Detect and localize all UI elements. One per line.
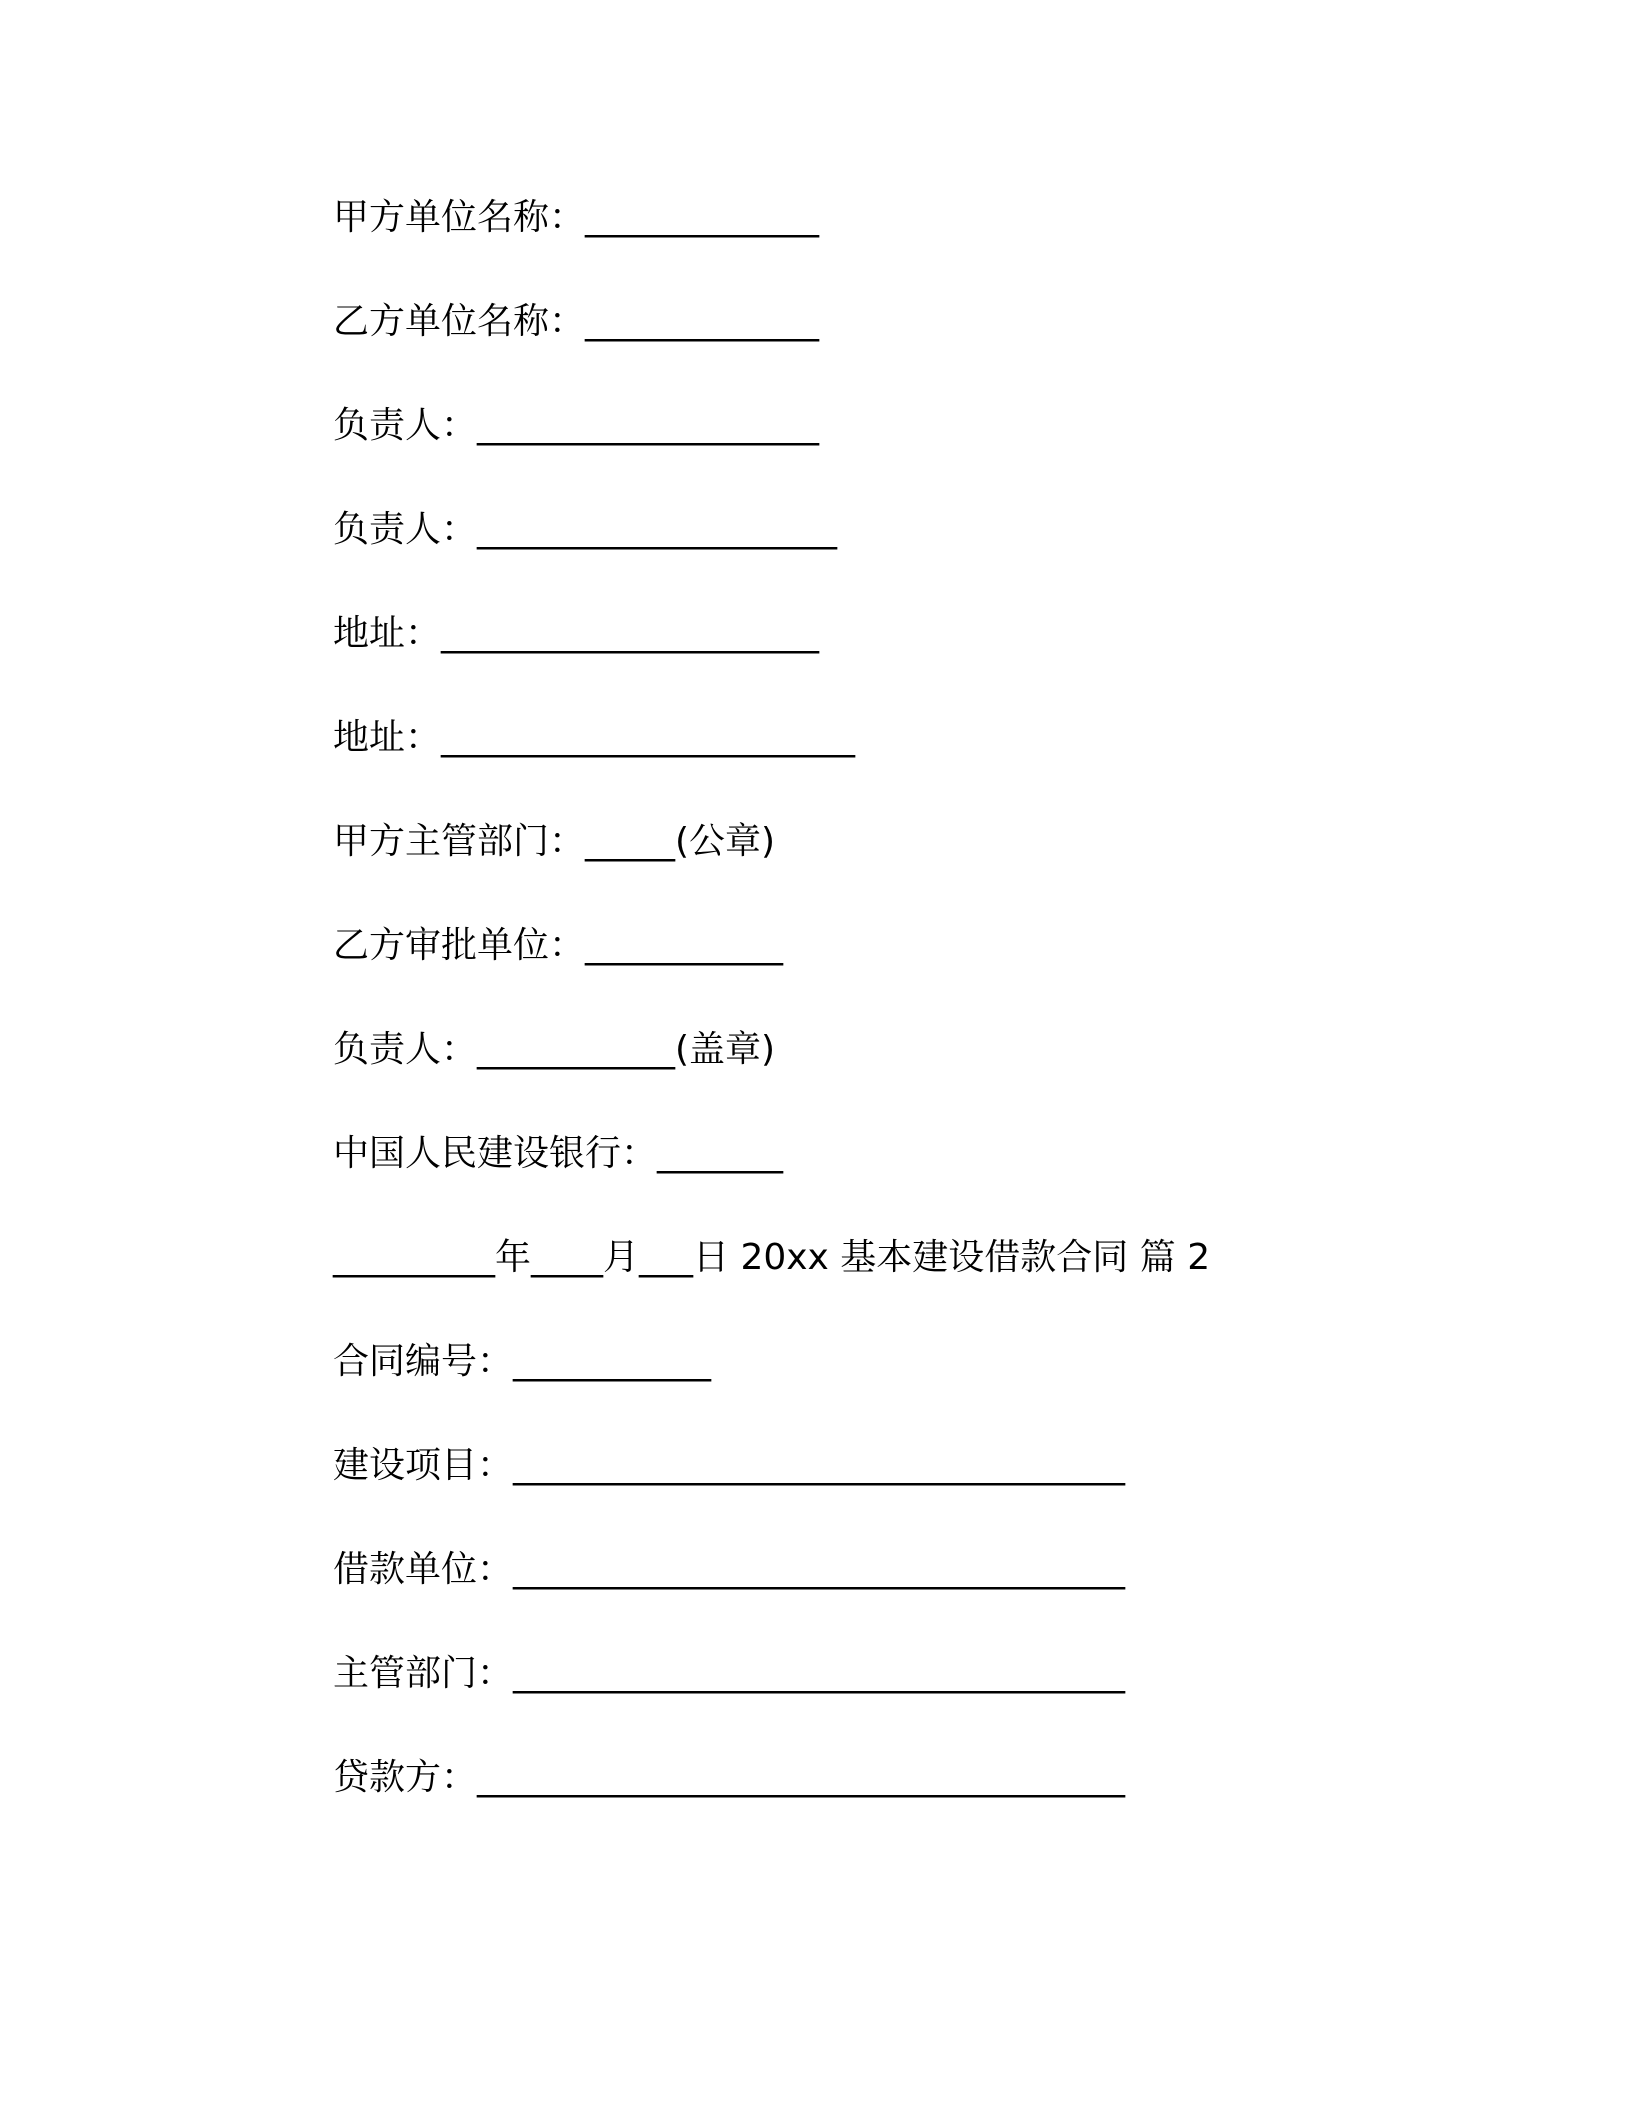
party-a-responsible-line: 负责人：___________________ — [333, 405, 820, 446]
date-and-title-line: _________年____月___日 20xx 基本建设借款合同 篇 2 — [333, 1237, 1211, 1278]
party-a-name-line: 甲方单位名称：_____________ — [333, 197, 820, 238]
bank-line: 中国人民建设银行：_______ — [333, 1133, 784, 1174]
supervisor-department-line: 主管部门：__________________________________ — [333, 1653, 1126, 1694]
party-a-supervisor-line: 甲方主管部门：_____(公章) — [333, 821, 776, 862]
contract-number-line: 合同编号：___________ — [333, 1341, 712, 1382]
construction-project-line: 建设项目：__________________________________ — [333, 1445, 1126, 1486]
party-b-approval-unit-line: 乙方审批单位：___________ — [333, 925, 784, 966]
borrower-unit-line: 借款单位：__________________________________ — [333, 1549, 1126, 1590]
party-b-address-line: 地址：_______________________ — [333, 717, 856, 758]
contract-form-lines — [333, 188, 1333, 1852]
party-a-address-line: 地址：_____________________ — [333, 613, 820, 654]
party-b-name-line: 乙方单位名称：_____________ — [333, 301, 820, 342]
approval-responsible-line: 负责人：___________(盖章) — [333, 1029, 776, 1070]
party-b-responsible-line: 负责人：____________________ — [333, 509, 838, 550]
lender-line: 贷款方：____________________________________ — [333, 1757, 1126, 1798]
